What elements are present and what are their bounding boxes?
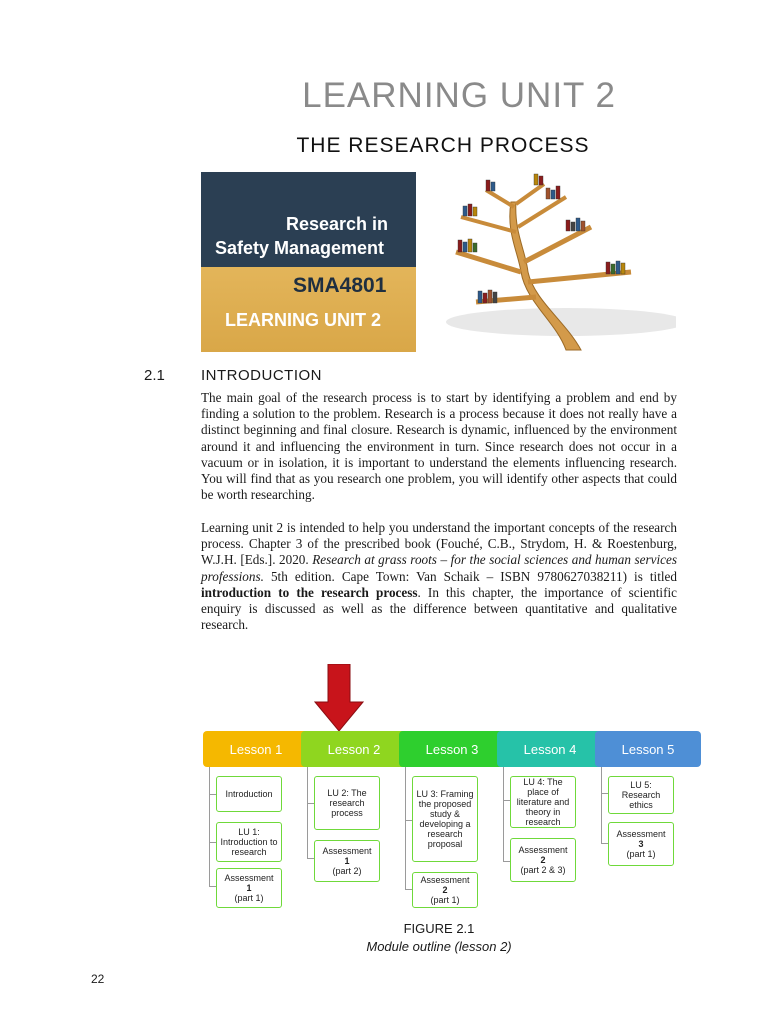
connector <box>405 820 412 821</box>
chapter-title: introduction to the research process <box>201 584 418 600</box>
banner-title-line2: Safety Management <box>215 238 385 258</box>
connector <box>209 794 216 795</box>
page-number: 22 <box>91 972 105 986</box>
lesson-1-lu1-box: LU 1: Introduction to research <box>216 822 282 862</box>
connector <box>503 800 510 801</box>
lesson-4-assessment-box: Assessment 2 (part 2 & 3) <box>510 838 576 882</box>
lesson-5-lu5-box: LU 5: Research ethics <box>608 776 674 814</box>
book-tree-icon <box>416 172 676 352</box>
lesson-4-lu4-box: LU 4: The place of literature and theory in research <box>510 776 576 828</box>
connector <box>503 861 510 862</box>
connector <box>405 889 412 890</box>
lesson-3-header: Lesson 3 <box>399 731 505 767</box>
unit-title: LEARNING UNIT 2 <box>302 76 616 115</box>
lesson-4-header: Lesson 4 <box>497 731 603 767</box>
book-title: Research at grass roots – for the social sciences and human services professions. <box>201 552 677 584</box>
connector <box>601 793 608 794</box>
intro-paragraph-2 <box>201 520 677 633</box>
intro-paragraph-1: The main goal of the research process is to start by identifying a problem and end by finding a solution to the problem. Research is a process because it does not really have a distinct beginning and final closure. Research is dynamic, influenced by the environment around it and influencing the environment in turn. Since research does not occur in a vacuum or in isolation, it is important to understand the elements influencing research. You will find that as you research one problem, you will identify other aspects that could be worth researching. <box>201 390 677 503</box>
lesson-1-intro-box: Introduction <box>216 776 282 812</box>
connector <box>405 767 406 890</box>
banner-title-line1: Research in <box>286 214 389 234</box>
current-lesson-arrow-icon <box>314 664 364 732</box>
banner-module-code: SMA4801 <box>293 274 387 297</box>
lesson-2-header: Lesson 2 <box>301 731 407 767</box>
module-banner <box>201 172 676 352</box>
lesson-3-assessment-box: Assessment 2 (part 1) <box>412 872 478 908</box>
connector <box>209 842 216 843</box>
lesson-5-header: Lesson 5 <box>595 731 701 767</box>
lesson-2-lu2-box: LU 2: The research process <box>314 776 380 830</box>
paragraph-2-text-a: Learning unit 2 is intended to help you understand the important concepts of the research process. Chapter 3 of the prescribed book (Fouché, C.B., Strydom, H. & Roestenburg, W.J.H. [Eds.]. 2020. <box>201 520 677 568</box>
unit-subtitle: THE RESEARCH PROCESS <box>296 134 590 157</box>
figure-caption: Module outline (lesson 2) <box>366 939 512 954</box>
lesson-1-header: Lesson 1 <box>203 731 309 767</box>
lesson-1-assessment-box: Assessment 1 (part 1) <box>216 868 282 908</box>
lesson-3-lu3-box: LU 3: Framing the proposed study & developing a research proposal <box>412 776 478 862</box>
lesson-5-assessment-box: Assessment 3 (part 1) <box>608 822 674 866</box>
figure-label: FIGURE 2.1 <box>403 921 475 936</box>
paragraph-2-text-b: 5th edition. Cape Town: Van Schaik – ISBN 9780627038211) is titled <box>263 568 677 584</box>
connector <box>307 803 314 804</box>
connector <box>209 767 210 887</box>
section-number: 2.1 <box>144 367 165 384</box>
paragraph-2-text-c: . In this chapter, the importance of scientific enquiry is discussed as well as the difference between quantitative and qualitative research. <box>201 584 678 633</box>
connector <box>209 886 216 887</box>
banner-unit-label: LEARNING UNIT 2 <box>225 310 382 330</box>
connector <box>307 767 308 859</box>
connector <box>601 767 602 844</box>
connector <box>307 858 314 859</box>
section-title: INTRODUCTION <box>201 367 322 384</box>
lesson-2-assessment-box: Assessment 1 (part 2) <box>314 840 380 882</box>
connector <box>601 843 608 844</box>
connector <box>503 767 504 862</box>
